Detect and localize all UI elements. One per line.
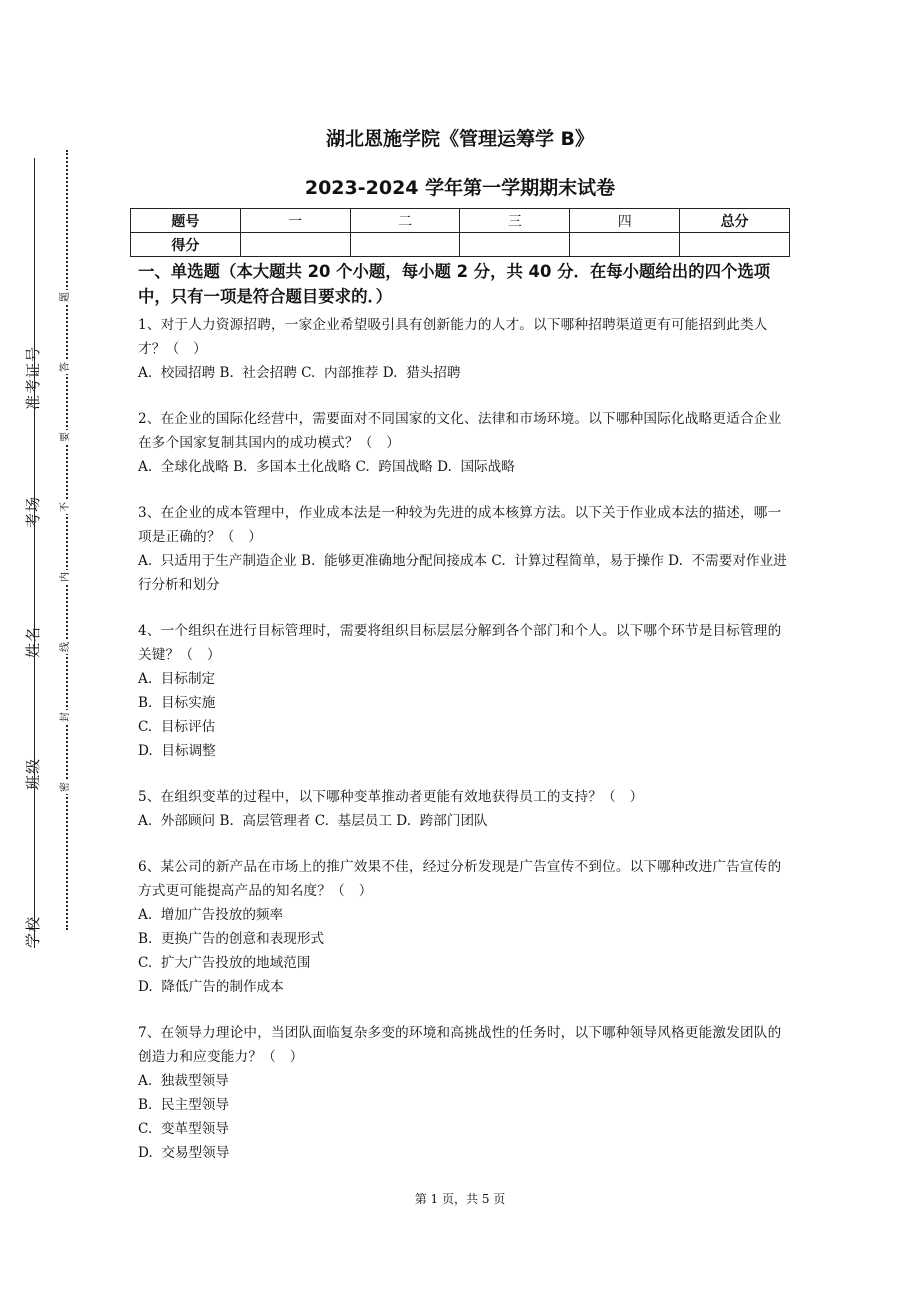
score-header-row bbox=[131, 209, 790, 233]
name-field: 姓名 bbox=[24, 625, 42, 658]
score-cell[interactable] bbox=[460, 233, 570, 257]
exam-subtitle: 2023-2024 学年第一学期期末试卷 bbox=[304, 177, 616, 199]
question-stem: 7、在领导力理论中，当团队面临复杂多变的环境和高挑战性的任务时，以下哪种领导风格更能激发团队的创造力和应变能力？（ ） bbox=[138, 1025, 782, 1065]
option-c: C. 扩大广告投放的地域范围 bbox=[138, 955, 311, 971]
option-c: C. 变革型领导 bbox=[138, 1121, 229, 1137]
option-b: B. 民主型领导 bbox=[138, 1097, 229, 1113]
score-row-label: 得分 bbox=[131, 233, 241, 257]
binding-solid-line bbox=[34, 158, 35, 948]
page-footer: 第 1 页，共 5 页 bbox=[414, 1192, 506, 1206]
score-cell[interactable] bbox=[570, 233, 680, 257]
seal-char: 要 bbox=[60, 432, 71, 442]
seal-char: 题 bbox=[60, 292, 71, 302]
seal-char: 封 bbox=[60, 712, 71, 722]
seal-char: 密 bbox=[60, 782, 71, 792]
school-field: 学校 bbox=[24, 915, 42, 948]
question-item bbox=[138, 313, 788, 385]
question-stem: 5、在组织变革的过程中，以下哪种变革推动者更能有效地获得员工的支持？（ ） bbox=[138, 789, 644, 805]
question-options: A. 外部顾问 B. 高层管理者 C. 基层员工 D. 跨部门团队 bbox=[138, 813, 488, 829]
score-row bbox=[131, 233, 790, 257]
header-cell: 二 bbox=[350, 209, 460, 233]
seal-dotted-line bbox=[66, 150, 68, 930]
header-cell: 四 bbox=[570, 209, 680, 233]
question-stem: 2、在企业的国际化经营中，需要面对不同国家的文化、法律和市场环境。以下哪种国际化战略更适合企业在多个国家复制其国内的成功模式？（ ） bbox=[138, 411, 782, 451]
option-c: C. 目标评估 bbox=[138, 719, 216, 735]
question-stem: 6、某公司的新产品在市场上的推广效果不佳，经过分析发现是广告宣传不到位。以下哪种改进广告宣传的方式更可能提高产品的知名度？（ ） bbox=[138, 859, 782, 899]
question-item bbox=[138, 407, 788, 479]
question-item bbox=[138, 785, 788, 833]
seal-char: 答 bbox=[60, 362, 71, 372]
exam-room-field: 考场 bbox=[24, 495, 42, 528]
option-d: D. 目标调整 bbox=[138, 743, 216, 759]
option-d: D. 降低广告的制作成本 bbox=[138, 979, 284, 995]
class-field: 班级 bbox=[24, 757, 42, 790]
header-cell: 三 bbox=[460, 209, 570, 233]
seal-char: 内 bbox=[60, 572, 71, 582]
score-table bbox=[130, 208, 790, 257]
exam-title: 湖北恩施学院《管理运筹学 B》 bbox=[325, 128, 595, 150]
option-d: D. 交易型领导 bbox=[138, 1145, 230, 1161]
question-stem: 1、对于人力资源招聘，一家企业希望吸引具有创新能力的人才。以下哪种招聘渠道更有可能招到此类人才？（ ） bbox=[138, 317, 768, 357]
seal-char: 线 bbox=[60, 642, 71, 652]
option-a: A. 独裁型领导 bbox=[138, 1073, 229, 1089]
question-item bbox=[138, 1021, 788, 1165]
option-a: A. 目标制定 bbox=[138, 671, 216, 687]
seal-char: 不 bbox=[60, 502, 71, 512]
header-cell: 一 bbox=[240, 209, 350, 233]
question-stem: 4、一个组织在进行目标管理时，需要将组织目标层层分解到各个部门和个人。以下哪个环节是目标管理的关键？（ ） bbox=[138, 623, 782, 663]
score-cell[interactable] bbox=[240, 233, 350, 257]
option-a: A. 增加广告投放的频率 bbox=[138, 907, 284, 923]
section-heading: 一、单选题（本大题共 20 个小题，每小题 2 分，共 40 分．在每小题给出的四个选项中，只有一项是符合题目要求的．） bbox=[138, 262, 771, 306]
question-stem: 3、在企业的成本管理中，作业成本法是一种较为先进的成本核算方法。以下关于作业成本法的描述，哪一项是正确的？（ ） bbox=[138, 505, 782, 545]
option-b: B. 目标实施 bbox=[138, 695, 216, 711]
question-item bbox=[138, 855, 788, 999]
question-item bbox=[138, 501, 788, 597]
score-cell[interactable] bbox=[350, 233, 460, 257]
question-options: A. 全球化战略 B. 多国本土化战略 C. 跨国战略 D. 国际战略 bbox=[138, 459, 515, 475]
option-b: B. 更换广告的创意和表现形式 bbox=[138, 931, 325, 947]
header-cell: 题号 bbox=[131, 209, 241, 233]
exam-content bbox=[138, 259, 788, 1187]
exam-id-field: 准考证号 bbox=[24, 345, 42, 410]
header-cell: 总分 bbox=[680, 209, 790, 233]
question-item bbox=[138, 619, 788, 763]
question-options: A. 只适用于生产制造企业 B. 能够更准确地分配间接成本 C. 计算过程简单，易于操作 D. 不需要对作业进行分析和划分 bbox=[138, 553, 787, 593]
question-options: A. 校园招聘 B. 社会招聘 C. 内部推荐 D. 猎头招聘 bbox=[138, 365, 461, 381]
score-cell[interactable] bbox=[680, 233, 790, 257]
